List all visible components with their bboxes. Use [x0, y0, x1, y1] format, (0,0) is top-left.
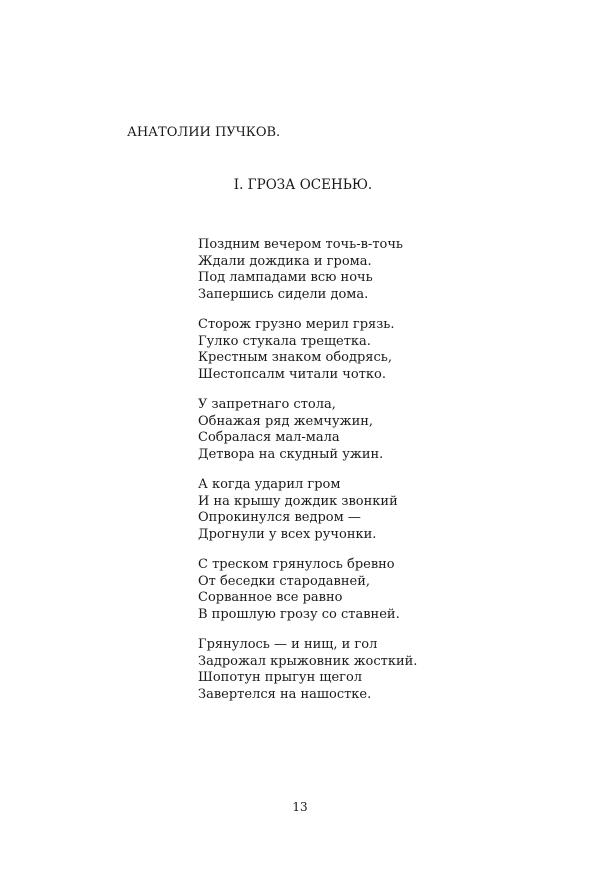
stanza: [198, 317, 417, 383]
author-name: АНАТОЛИИ ПУЧКОВ.: [127, 125, 281, 140]
poem-line: И на крышу дождик звонкий: [198, 493, 398, 509]
poem-line: Задрожал крыжовник жосткий.: [198, 653, 418, 669]
poem-line: Под лампадами всю ночь: [198, 270, 373, 285]
poem-line: Гулко стукала трещетка.: [198, 333, 371, 349]
poem-line: Дрогнули у всех ручонки.: [198, 526, 377, 542]
poem-line: У запретнаго стола,: [198, 397, 336, 412]
poem-line: Завертелся на нашостке.: [198, 686, 372, 702]
poem-line: Крестным знаком ободрясь,: [198, 350, 393, 365]
poem-line: Шопотун прыгун щегол: [198, 670, 363, 685]
poem-line: А когда ударил гром: [198, 477, 341, 492]
poem-line: Опрокинулся ведром —: [198, 510, 361, 525]
poem-line: От беседки стародавней,: [198, 573, 371, 589]
stanza: [198, 397, 417, 463]
poem-line: Обнажая ряд жемчужин,: [198, 413, 374, 429]
poem-line: Детвора на скудный ужин.: [198, 446, 384, 462]
stanza: [198, 237, 417, 303]
stanza: [198, 557, 417, 623]
poem-line: С треском грянулось бревно: [198, 557, 395, 572]
poem-line: Ждали дождика и грома.: [198, 253, 372, 269]
poem-line: Сорванное все равно: [198, 590, 343, 605]
stanza: [198, 477, 417, 543]
poem-line: В прошлую грозу со ставней.: [198, 606, 400, 622]
poem-body: [198, 237, 417, 717]
poem-line: Шестопсалм читали чотко.: [198, 366, 386, 382]
poem-line: Грянулось — и нищ, и гол: [198, 637, 378, 652]
poem-line: Сторож грузно мерил грязь.: [198, 317, 395, 332]
stanza: [198, 637, 417, 703]
poem-title: I. ГРОЗА ОСЕНЬЮ.: [233, 177, 373, 193]
poem-line: Поздним вечером точь-в-точь: [198, 237, 404, 252]
page-number: 13: [292, 800, 308, 814]
poem-line: Собралася мал-мала: [198, 430, 340, 445]
poem-line: Запершись сидели дома.: [198, 286, 369, 302]
